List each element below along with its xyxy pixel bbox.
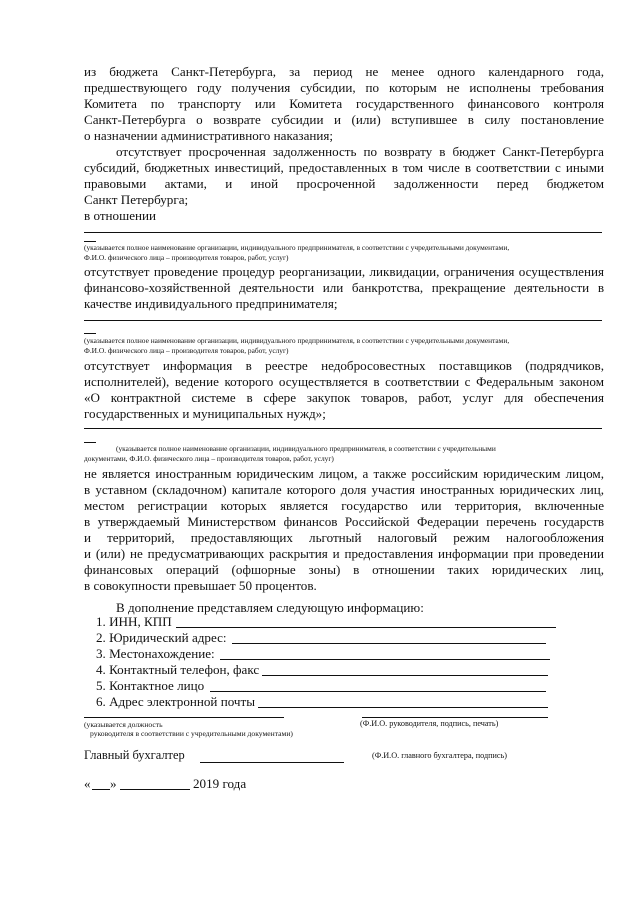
p5-line-7: финансовых операций (офшорные зоны) в отношении таких юридических лиц, [84,562,604,577]
p1-line-2: предшествующего году получения субсидии, по которым не исполнены требования [84,80,604,95]
p5-line-4: в утверждаемый Министерством финансов Российской Федерации перечень государств [84,514,604,529]
field-line-legal-address[interactable] [232,643,546,644]
p4-line-4: государственных и муниципальных нужд»; [84,406,326,421]
note-3-line-2: документами, Ф.И.О. физического лица – производителя товаров, работ, услуг) [84,454,334,463]
position-note-1: (указывается должность [84,720,163,729]
field-label-phone: 4. Контактный телефон, факс [96,662,260,677]
head-signature-line[interactable] [362,717,548,718]
p4-line-2: исполнителей), ведение которого осуществляется в соответствии с Федеральным законом [84,374,604,389]
p2-line-2: субсидий, бюджетных инвестиций, предоставленных в том числе в соответствии с иными [84,160,604,175]
date-open-quote: « [84,776,91,791]
field-label-contact: 5. Контактное лицо [96,678,205,693]
field-label-legal-address: 2. Юридический адрес: [96,630,227,645]
p1-line-5: о назначении административного наказания; [84,128,334,143]
chief-accountant-label: Главный бухгалтер [84,748,185,762]
accountant-note: (Ф.И.О. главного бухгалтера, подпись) [372,751,507,760]
date-day-line[interactable] [92,789,110,790]
note-1-line-2: Ф.И.О. физического лица – производителя товаров, работ, услуг) [84,253,289,262]
p5-line-5: и территорий, предоставляющих льготный налоговый режим налогообложения [84,530,604,545]
note-2-line-2: Ф.И.О. физического лица – производителя товаров, работ, услуг) [84,346,289,355]
p3-line-1: отсутствует проведение процедур реорганизации, ликвидации, ограничения осуществления [84,264,604,279]
p3-line-2: финансово-хозяйственной деятельности или банкротства, прекращение деятельности в [84,280,604,295]
p5-line-3: местом регистрации которых является государство или территория, включенные [84,498,604,513]
note-dash-3 [84,442,96,443]
field-line-email[interactable] [258,707,548,708]
note-1-line-1: (указывается полное наименование организации, индивидуального предпринимателя, в соответствии с учредительными документами, [84,243,510,252]
p2-line-4: Санкт Петербурга; [84,192,189,207]
p5-line-6: и (или) не предусматривающих раскрытия и предоставления информации при проведении [84,546,604,561]
org-name-line-2 [84,320,602,321]
field-label-email: 6. Адрес электронной почты [96,694,256,709]
field-line-inn[interactable] [176,627,556,628]
p2-line-1: отсутствует просроченная задолженность по возврату в бюджет Санкт-Петербурга [116,144,604,159]
note-dash-1 [84,241,96,242]
field-label-location: 3. Местонахождение: [96,646,215,661]
p5-line-1: не является иностранным юридическим лицом, а также российским юридическим лицом, [84,466,604,481]
additional-intro: В дополнение представляем следующую информацию: [116,600,424,615]
date-year: 2019 года [193,776,247,791]
field-label-inn: 1. ИНН, КПП [96,614,172,629]
p5-line-2: в уставном (складочном) капитале которого доля участия иностранных юридических лиц, [84,482,604,497]
p2-tail: в отношении [84,208,157,223]
p2-line-3: правовыми актами, и иной просроченной задолженности перед бюджетом [84,176,604,191]
note-3-line-1: (указывается полное наименование организации, индивидуального предпринимателя, в соответствии с учредительными [116,444,496,453]
p3-line-3: качестве индивидуального предпринимателя; [84,296,338,311]
p1-line-3: Комитета по транспорту или Комитета государственного финансового контроля [84,96,604,111]
field-line-contact[interactable] [210,691,546,692]
p1-line-1: из бюджета Санкт-Петербурга, за период не менее одного календарного года, [84,64,604,79]
note-dash-2 [84,333,96,334]
date-close-quote: » [110,776,117,791]
position-note-2: руководителя в соответствии с учредительными документами) [90,729,293,738]
note-2-line-1: (указывается полное наименование организации, индивидуального предпринимателя, в соответствии с учредительными документами, [84,336,510,345]
date-month-line[interactable] [120,789,190,790]
p1-line-4: Санкт-Петербурга о возврате субсидии и (или) вступившее в силу постановление [84,112,604,127]
org-name-line-3 [84,428,602,429]
p4-line-3: «О контрактной системе в сфере закупок товаров, работ, услуг для обеспечения [84,390,604,405]
org-name-line-1 [84,232,602,233]
accountant-signature-line[interactable] [200,762,344,763]
field-line-phone[interactable] [262,675,548,676]
p4-line-1: отсутствует информация в реестре недобросовестных поставщиков (подрядчиков, [84,358,604,373]
head-signature-note: (Ф.И.О. руководителя, подпись, печать) [360,719,499,728]
field-line-location[interactable] [220,659,550,660]
p5-line-8: в совокупности превышает 50 процентов. [84,578,317,593]
position-line[interactable] [84,717,284,718]
